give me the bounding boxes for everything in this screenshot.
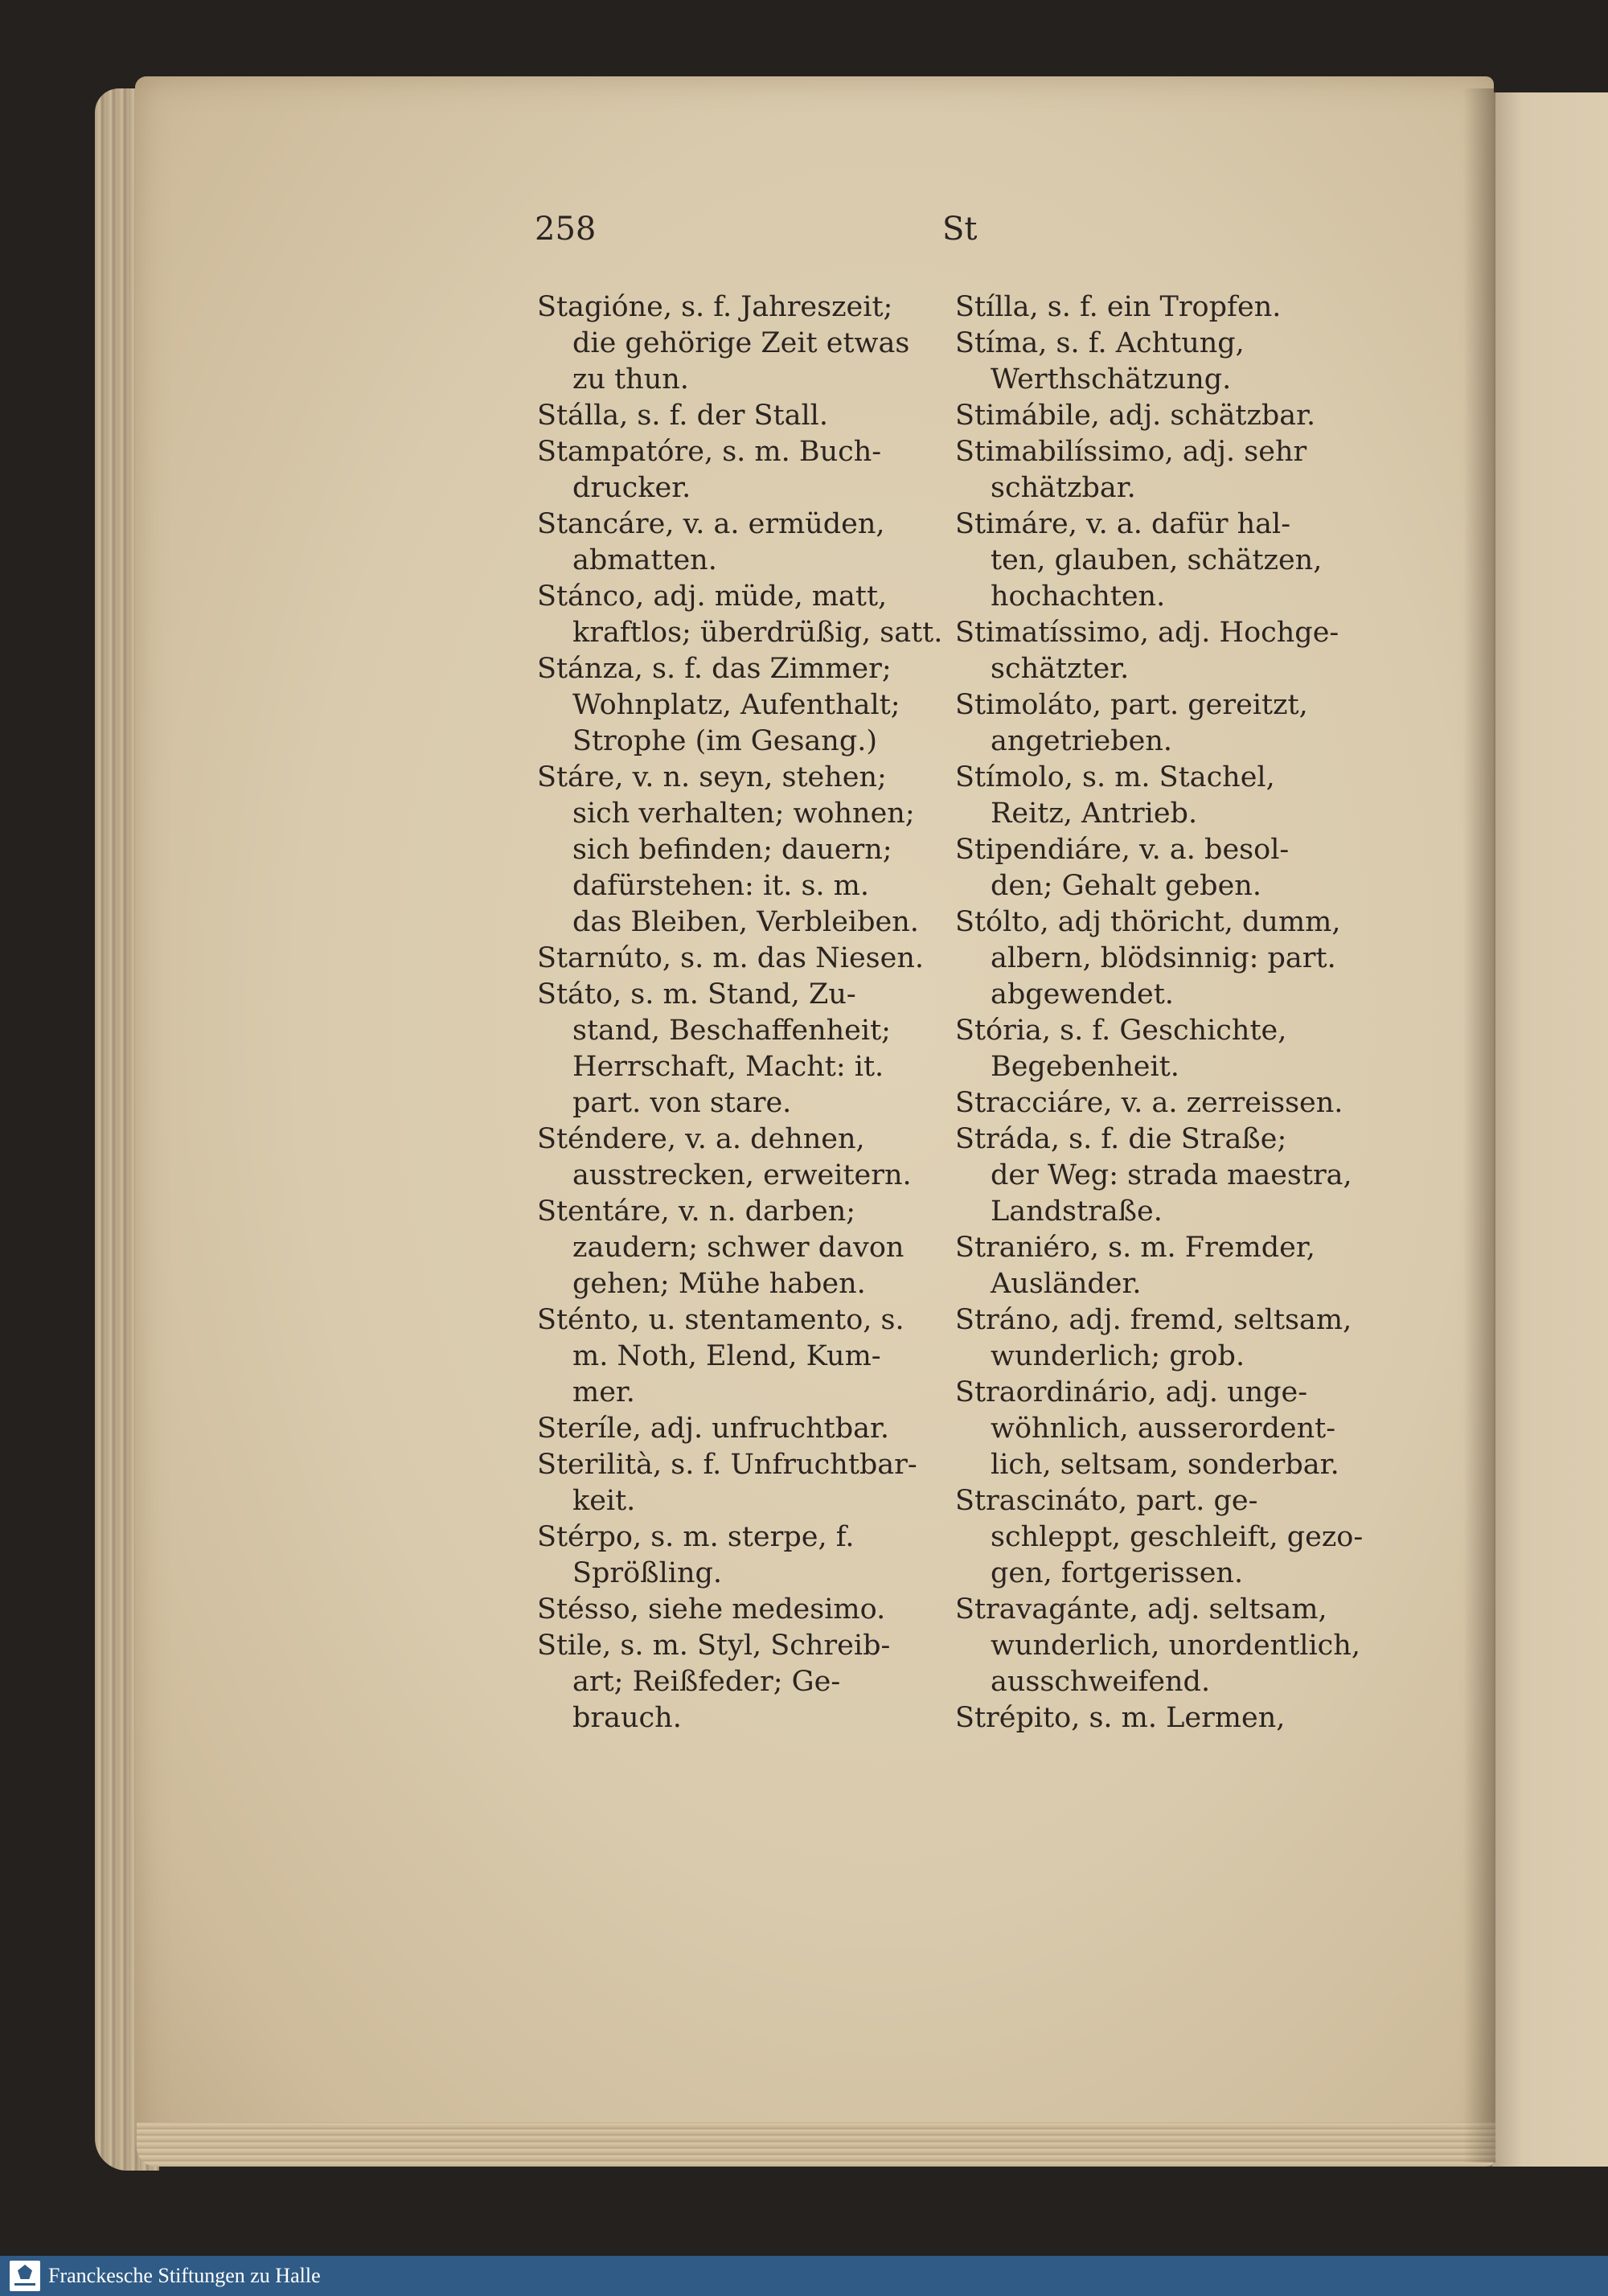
dictionary-entry <box>955 1085 1413 1121</box>
dictionary-entry <box>537 941 987 977</box>
dictionary-entry <box>955 398 1413 434</box>
entry-continuation-line: die gehörige Zeit etwas <box>572 327 910 359</box>
entry-continuation-line: Strophe (im Gesang.) <box>572 725 878 757</box>
entry-continuation-line: Herrschaft, Macht: it. <box>572 1051 884 1083</box>
entry-continuation-line: Werthschätzung. <box>991 363 1232 396</box>
entry-headword-line: Strascináto, part. ge- <box>955 1485 1258 1517</box>
dictionary-entry <box>537 289 987 398</box>
entry-continuation-line: zaudern; schwer davon <box>572 1232 904 1264</box>
dictionary-entry <box>537 1302 987 1411</box>
left-column <box>537 289 987 1736</box>
entry-continuation-line: zu thun. <box>572 363 689 396</box>
entry-headword-line: Stímolo, s. m. Stachel, <box>955 761 1275 793</box>
entry-continuation-line: art; Reißfeder; Ge- <box>572 1666 841 1698</box>
dictionary-entry <box>537 977 987 1121</box>
dictionary-entry <box>537 1592 987 1628</box>
entry-continuation-line: wöhnlich, ausserordent- <box>991 1412 1336 1445</box>
facing-page-edge <box>1487 92 1608 2167</box>
entry-continuation-line: schätzbar. <box>991 472 1136 504</box>
entry-headword-line: Stáre, v. n. seyn, stehen; <box>537 761 887 793</box>
entry-headword-line: Stentáre, v. n. darben; <box>537 1195 856 1228</box>
entry-headword-line: Stánza, s. f. das Zimmer; <box>537 653 892 685</box>
entry-continuation-line: lich, seltsam, sonderbar. <box>991 1449 1339 1481</box>
entry-continuation-line: sich befinden; dauern; <box>572 834 892 866</box>
entry-headword-line: Stracciáre, v. a. zerreissen. <box>955 1087 1343 1119</box>
entry-continuation-line: keit. <box>572 1485 636 1517</box>
dictionary-entry <box>955 1013 1413 1085</box>
entry-continuation-line: m. Noth, Elend, Kum- <box>572 1340 881 1372</box>
entry-headword-line: Starnúto, s. m. das Niesen. <box>537 942 924 974</box>
dictionary-entry <box>955 289 1413 326</box>
entry-headword-line: Stálla, s. f. der Stall. <box>537 400 828 432</box>
entry-headword-line: Stésso, siehe medesimo. <box>537 1593 886 1626</box>
entry-headword-line: Stólto, adj thöricht, dumm, <box>955 906 1341 938</box>
right-column <box>955 289 1413 1736</box>
entry-continuation-line: Sprößling. <box>572 1557 723 1589</box>
entry-continuation-line: Begebenheit. <box>991 1051 1179 1083</box>
entry-continuation-line: hochachten. <box>991 580 1166 613</box>
entry-headword-line: Stile, s. m. Styl, Schreib- <box>537 1630 891 1662</box>
entry-headword-line: Stimoláto, part. gereitzt, <box>955 689 1308 721</box>
entry-continuation-line: Reitz, Antrieb. <box>991 797 1198 830</box>
dictionary-entry <box>955 760 1413 832</box>
entry-continuation-line: schätzter. <box>991 653 1130 685</box>
entry-continuation-line: der Weg: strada maestra, <box>991 1159 1352 1191</box>
entry-continuation-line: dafürstehen: it. s. m. <box>572 870 869 902</box>
entry-headword-line: Státo, s. m. Stand, Zu- <box>537 978 856 1011</box>
dictionary-entry <box>955 1483 1413 1592</box>
entry-headword-line: Stíma, s. f. Achtung, <box>955 327 1245 359</box>
entry-continuation-line: part. von stare. <box>572 1087 792 1119</box>
entry-continuation-line: schleppt, geschleift, gezo- <box>991 1521 1364 1553</box>
dictionary-entry <box>955 1230 1413 1302</box>
dictionary-entry <box>955 1302 1413 1375</box>
entry-headword-line: Stimatíssimo, adj. Hochge- <box>955 617 1339 649</box>
dictionary-entry <box>955 1700 1413 1736</box>
entry-headword-line: Stampatóre, s. m. Buch- <box>537 436 882 468</box>
entry-continuation-line: albern, blödsinnig: part. <box>991 942 1336 974</box>
entry-continuation-line: Wohnplatz, Aufenthalt; <box>572 689 900 721</box>
entry-continuation-line: kraftlos; überdrüßig, satt. <box>572 617 943 649</box>
entry-headword-line: Stravagánte, adj. seltsam, <box>955 1593 1327 1626</box>
dictionary-entry <box>955 1375 1413 1483</box>
dictionary-entry <box>537 506 987 579</box>
dictionary-entry <box>955 904 1413 1013</box>
entry-headword-line: Stánco, adj. müde, matt, <box>537 580 888 613</box>
entry-continuation-line: drucker. <box>572 472 691 504</box>
running-head: St <box>942 211 978 248</box>
entry-continuation-line: brauch. <box>572 1702 682 1734</box>
entry-headword-line: Sterilità, s. f. Unfruchtbar- <box>537 1449 917 1481</box>
entry-continuation-line: ausschweifend. <box>991 1666 1211 1698</box>
entry-headword-line: Stráda, s. f. die Straße; <box>955 1123 1287 1155</box>
dictionary-entry <box>955 434 1413 506</box>
entry-continuation-line: mer. <box>572 1376 635 1408</box>
page-bottom-edge <box>137 2122 1495 2167</box>
entry-continuation-line: stand, Beschaffenheit; <box>572 1015 891 1047</box>
franckesche-stiftungen-logo-icon <box>10 2261 40 2291</box>
dictionary-entry <box>537 651 987 760</box>
entry-continuation-line: abmatten. <box>572 544 717 576</box>
dictionary-entry <box>537 1411 987 1447</box>
dictionary-entry <box>537 434 987 506</box>
entry-continuation-line: wunderlich; grob. <box>991 1340 1245 1372</box>
entry-headword-line: Steríle, adj. unfruchtbar. <box>537 1412 890 1445</box>
entry-continuation-line: abgewendet. <box>991 978 1174 1011</box>
dictionary-entry <box>955 832 1413 904</box>
entry-headword-line: Stagióne, s. f. Jahreszeit; <box>537 291 893 323</box>
entry-continuation-line: ten, glauben, schätzen, <box>991 544 1323 576</box>
entry-headword-line: Strépito, s. m. Lermen, <box>955 1702 1286 1734</box>
entry-headword-line: Stipendiáre, v. a. besol- <box>955 834 1290 866</box>
dictionary-entry <box>955 687 1413 760</box>
gutter-shadow <box>1463 88 1495 2163</box>
entry-continuation-line: ausstrecken, erweitern. <box>572 1159 912 1191</box>
entry-continuation-line: angetrieben. <box>991 725 1173 757</box>
entry-headword-line: Stimáre, v. a. dafür hal- <box>955 508 1291 540</box>
entry-continuation-line: gen, fortgerissen. <box>991 1557 1244 1589</box>
dictionary-entry <box>955 326 1413 398</box>
entry-continuation-line: den; Gehalt geben. <box>991 870 1261 902</box>
entry-headword-line: Stória, s. f. Geschichte, <box>955 1015 1287 1047</box>
entry-headword-line: Straordinário, adj. unge- <box>955 1376 1308 1408</box>
dictionary-entry <box>537 1447 987 1519</box>
dictionary-entry <box>537 1519 987 1592</box>
dictionary-entry <box>537 579 987 651</box>
entry-continuation-line: sich verhalten; wohnen; <box>572 797 915 830</box>
entry-headword-line: Stílla, s. f. ein Tropfen. <box>955 291 1282 323</box>
entry-headword-line: Straniéro, s. m. Fremder, <box>955 1232 1315 1264</box>
entry-continuation-line: Landstraße. <box>991 1195 1163 1228</box>
dictionary-entry <box>537 760 987 941</box>
page-number: 258 <box>535 211 597 248</box>
dictionary-entry <box>955 1121 1413 1230</box>
dictionary-entry <box>537 1628 987 1736</box>
dictionary-entry <box>955 1592 1413 1700</box>
entry-headword-line: Sténdere, v. a. dehnen, <box>537 1123 865 1155</box>
entry-headword-line: Stancáre, v. a. ermüden, <box>537 508 885 540</box>
dictionary-entry <box>537 1194 987 1302</box>
footer-institution-text: Franckesche Stiftungen zu Halle <box>48 2264 321 2287</box>
dictionary-entry <box>537 1121 987 1194</box>
dictionary-entry <box>537 398 987 434</box>
dictionary-entry <box>955 506 1413 615</box>
entry-headword-line: Stérpo, s. m. sterpe, f. <box>537 1521 855 1553</box>
entry-headword-line: Stimábile, adj. schätzbar. <box>955 400 1316 432</box>
dictionary-entry <box>955 615 1413 687</box>
entry-continuation-line: Ausländer. <box>991 1268 1142 1300</box>
entry-continuation-line: gehen; Mühe haben. <box>572 1268 866 1300</box>
entry-continuation-line: das Bleiben, Verbleiben. <box>572 906 919 938</box>
entry-headword-line: Stimabilíssimo, adj. sehr <box>955 436 1307 468</box>
entry-headword-line: Sténto, u. stentamento, s. <box>537 1304 904 1336</box>
entry-headword-line: Stráno, adj. fremd, seltsam, <box>955 1304 1352 1336</box>
entry-continuation-line: wunderlich, unordentlich, <box>991 1630 1360 1662</box>
